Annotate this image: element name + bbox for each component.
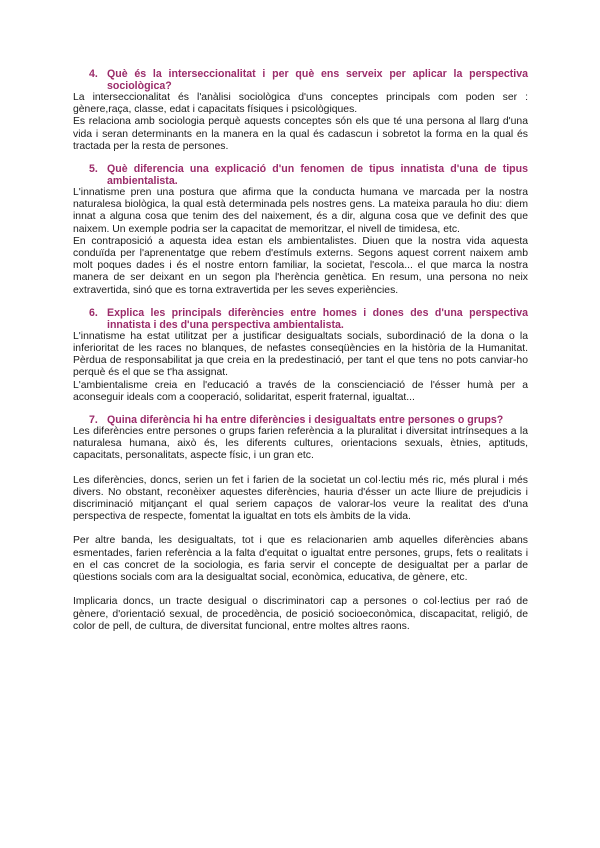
answer-paragraph: Implicaria doncs, un tracte desigual o discriminatori cap a persones o col·lectius per raó de gènere, d'orientació sexual, de procedència, de posició socioeconòmica, discapacitat, religió, de color de pell, de cultura, de diversitat funcional, entre moltes altres raons.	[73, 596, 528, 632]
question-5-heading	[89, 163, 528, 187]
question-number: 4.	[89, 68, 98, 80]
answer-paragraph: Es relaciona amb sociologia perquè aquests conceptes són els que té una persona al llarg d'una vida i seran determinants en la manera en la qual és cadascun i sobretot la forma en la qual és tractada per la resta de persones.	[73, 116, 528, 152]
question-number: 6.	[89, 306, 98, 319]
answer-paragraph: Les diferències, doncs, serien un fet i farien de la societat un col·lectiu més ric, més plural i més divers. No obstant, reconèixer aquestes diferències, hauria d'ésser un acte lliure de prejudicis i discriminació mitjançant el qual seriem capaços de valorar-los veure la realitat des d'una perspectiva de respecte, fomentat la igualtat en tots els àmbits de la vida.	[73, 474, 528, 523]
question-text: Què diferencia una explicació d'un fenomen de tipus innatista d'una de tipus ambientalista.	[107, 163, 528, 188]
question-number: 7.	[89, 414, 98, 427]
question-text: Què és la interseccionalitat i per què ens serveix per aplicar la perspectiva sociològica?	[107, 68, 528, 92]
answer-paragraph: L'ambientalisme creia en l'educació a través de la conscienciació de l'ésser humà per a aconseguir ideals com a cooperació, solidaritat, esperit fraternal, igualtat...	[73, 379, 528, 403]
document-page	[73, 68, 528, 633]
answer-paragraph: L'innatisme pren una postura que afirma que la conducta humana ve marcada per la nostra naturalesa biològica, la qual està determinada pels nostres gens. La mateixa paraula ho diu: diem innat a alguna cosa que tenim des del naixement, és a dir, alguna cosa que ve definit des que naixem. Un exemple podria ser la capacitat de memoritzar, el nivell de timidesa, etc.	[73, 187, 528, 235]
answer-paragraph: La interseccionalitat és l'anàlisi sociològica d'uns conceptes principals com poden ser : gènere,raça, classe, edat i capacitats físiques i psicològiques.	[73, 92, 528, 116]
question-4-heading	[89, 68, 528, 92]
answer-paragraph: L'innatisme ha estat utilitzat per a justificar desigualtats socials, subordinació de la dona o la inferioritat de les races no blanques, de nefastes conseqüències en la història de la Humanitat. Pèrdua de responsabilitat ja que creia en la predestinació, per tant el que tens no pots canviar-ho perquè és el que se t'ha assignat.	[73, 330, 528, 379]
question-7-heading	[89, 414, 528, 426]
question-text: Explica les principals diferències entre homes i dones des d'una perspectiva innatista i des d'una perspectiva ambientalista.	[107, 306, 528, 331]
answer-paragraph: Les diferències entre persones o grups farien referència a la pluralitat i diversitat intrínseques a la naturalesa humana, això és, les diferents cultures, orientacions sexuals, ètnies, aptituds, capacitats, personalitats, aspecte físic, i un gran etc.	[73, 426, 528, 462]
question-number: 5.	[89, 163, 98, 176]
answer-paragraph: En contraposició a aquesta idea estan els ambientalistes. Diuen que la nostra vida aquesta conduïda per l'aprenentatge que rebem d'estímuls externs. Segons aquest corrent naixem amb molt poques dades i és el nostre entorn familiar, la societat, l'escola... el que marca la nostra manera de ser deixant en un segon pla l'herència genètica. En resum, una persona no neix extravertida, sinó que es torna extravertida per les seves experiències.	[73, 235, 528, 296]
question-6-heading	[89, 307, 528, 331]
answer-paragraph: Per altre banda, les desigualtats, tot i que es relacionarien amb aquelles diferències abans esmentades, farien referència a la falta d'equitat o igualtat entre persones, grups, fets o realitats i en el cas concret de la sociologia, es faria servir el concepte de desigualtat per a parlar de qüestions socials com ara la desigualtat social, econòmica, educativa, de gènere, etc.	[73, 535, 528, 584]
question-text: Quina diferència hi ha entre diferències i desigualtats entre persones o grups?	[107, 414, 504, 427]
